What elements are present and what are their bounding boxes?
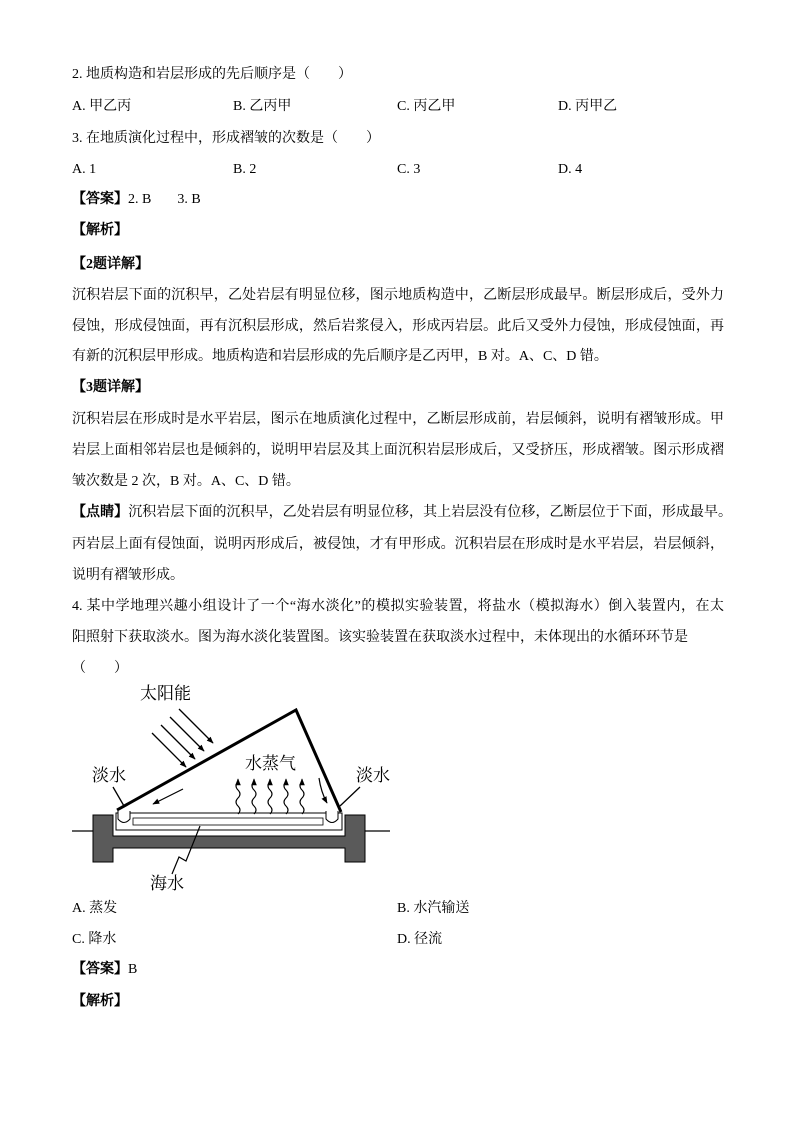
tip-line-1 xyxy=(72,503,732,523)
q4-option-d: D. 径流 xyxy=(397,932,443,947)
answer-value-q3: 3. B xyxy=(177,192,201,207)
question-4-stem-line-2: 阳照射下获取淡水。图为海水淡化装置图。该实验装置在获取淡水过程中，未体现出的水循环环节是 xyxy=(72,630,688,645)
label-solar-energy: 太阳能 xyxy=(140,684,191,703)
q3-option-d: D. 4 xyxy=(558,162,583,177)
label-freshwater-right: 淡水 xyxy=(356,766,390,785)
q3-option-a: A. 1 xyxy=(72,162,97,177)
q2-option-b: B. 乙丙甲 xyxy=(233,99,292,114)
analysis-label: 【解析】 xyxy=(72,994,128,1009)
tip-line-1-text: 沉积岩层下面的沉积早，乙处岩层有明显位移，其上岩层没有位移，乙断层位于下面，形成最早。 xyxy=(128,505,733,520)
vapor-arrow xyxy=(284,779,288,814)
sun-ray-arrow xyxy=(161,725,195,759)
sun-ray-arrow xyxy=(179,709,213,743)
detail-2-label: 【2题详解】 xyxy=(72,257,149,272)
vapor-arrow xyxy=(268,779,272,814)
tip-line-2: 丙岩层上面有侵蚀面，说明丙形成后，被侵蚀，才有甲形成。沉积岩层在形成时是水平岩层，岩层倾斜， xyxy=(72,537,724,552)
q4-option-c: C. 降水 xyxy=(72,932,117,947)
question-4-stem-line-3: （ ） xyxy=(72,661,128,676)
condensate-flow-arrow-right xyxy=(319,778,327,803)
label-seawater: 海水 xyxy=(150,874,184,893)
sun-ray-arrow xyxy=(170,717,204,751)
freshwater-gutter-left xyxy=(118,811,130,823)
q2-option-c: C. 丙乙甲 xyxy=(397,99,456,114)
vapor-arrow xyxy=(236,779,240,814)
answer-line-4 xyxy=(72,960,137,980)
answer-label: 【答案】 xyxy=(72,192,128,207)
tip-label: 【点睛】 xyxy=(72,505,129,520)
answer-line-2-3 xyxy=(72,190,201,210)
detail-3-label: 【3题详解】 xyxy=(72,380,149,395)
question-4-stem-line-1: 4. 某中学地理兴趣小组设计了一个“海水淡化”的模拟实验装置，将盐水（模拟海水）倒入装置内，在太 xyxy=(72,599,724,614)
question-3-stem: 3. 在地质演化过程中，形成褶皱的次数是（ ） xyxy=(72,131,380,146)
analysis-label: 【解析】 xyxy=(72,223,128,238)
q2-option-a: A. 甲乙丙 xyxy=(72,99,132,114)
answer-label: 【答案】 xyxy=(72,962,128,977)
answer-value-q4: B xyxy=(128,962,138,977)
q3-option-c: C. 3 xyxy=(397,162,421,177)
detail-3-line-1: 沉积岩层在形成时是水平岩层，图示在地质演化过程中，乙断层形成前，岩层倾斜，说明有褶皱形成。甲 xyxy=(72,412,724,427)
vapor-arrow xyxy=(300,779,304,814)
tip-line-3: 说明有褶皱形成。 xyxy=(72,568,184,583)
q3-option-b: B. 2 xyxy=(233,162,257,177)
label-water-vapor: 水蒸气 xyxy=(245,754,296,773)
freshwater-leader-right xyxy=(340,787,360,806)
seawater-pool xyxy=(133,818,323,825)
sun-ray-arrow xyxy=(152,733,186,767)
vapor-arrow xyxy=(252,779,256,814)
seawater-leader xyxy=(172,826,200,874)
detail-2-line-1: 沉积岩层下面的沉积早，乙处岩层有明显位移，图示地质构造中，乙断层形成最早。断层形成后，受外力 xyxy=(72,288,724,303)
question-2-stem: 2. 地质构造和岩层形成的先后顺序是（ ） xyxy=(72,67,352,82)
detail-3-line-3: 皱次数是 2 次，B 对。A、C、D 错。 xyxy=(72,474,300,489)
condensate-flow-arrow-left xyxy=(153,789,183,804)
q2-option-d: D. 丙甲乙 xyxy=(558,99,618,114)
q4-option-a: A. 蒸发 xyxy=(72,901,118,916)
detail-2-line-3: 有新的沉积层甲形成。地质构造和岩层形成的先后顺序是乙丙甲，B 对。A、C、D 错。 xyxy=(72,349,608,364)
freshwater-leader-left xyxy=(113,787,124,806)
answer-value-q2: 2. B xyxy=(128,192,152,207)
freshwater-gutter-right xyxy=(326,811,338,823)
q4-option-b: B. 水汽输送 xyxy=(397,901,470,916)
label-freshwater-left: 淡水 xyxy=(92,766,126,785)
glass-cover xyxy=(117,710,341,812)
detail-2-line-2: 侵蚀，形成侵蚀面，再有沉积层形成，然后岩浆侵入，形成丙岩层。此后又受外力侵蚀，形成侵蚀面，再 xyxy=(72,319,724,334)
desalination-diagram xyxy=(60,680,400,895)
detail-3-line-2: 岩层上面相邻岩层也是倾斜的，说明甲岩层及其上面沉积岩层形成后，又受挤压，形成褶皱。图示形成褶 xyxy=(72,443,724,458)
